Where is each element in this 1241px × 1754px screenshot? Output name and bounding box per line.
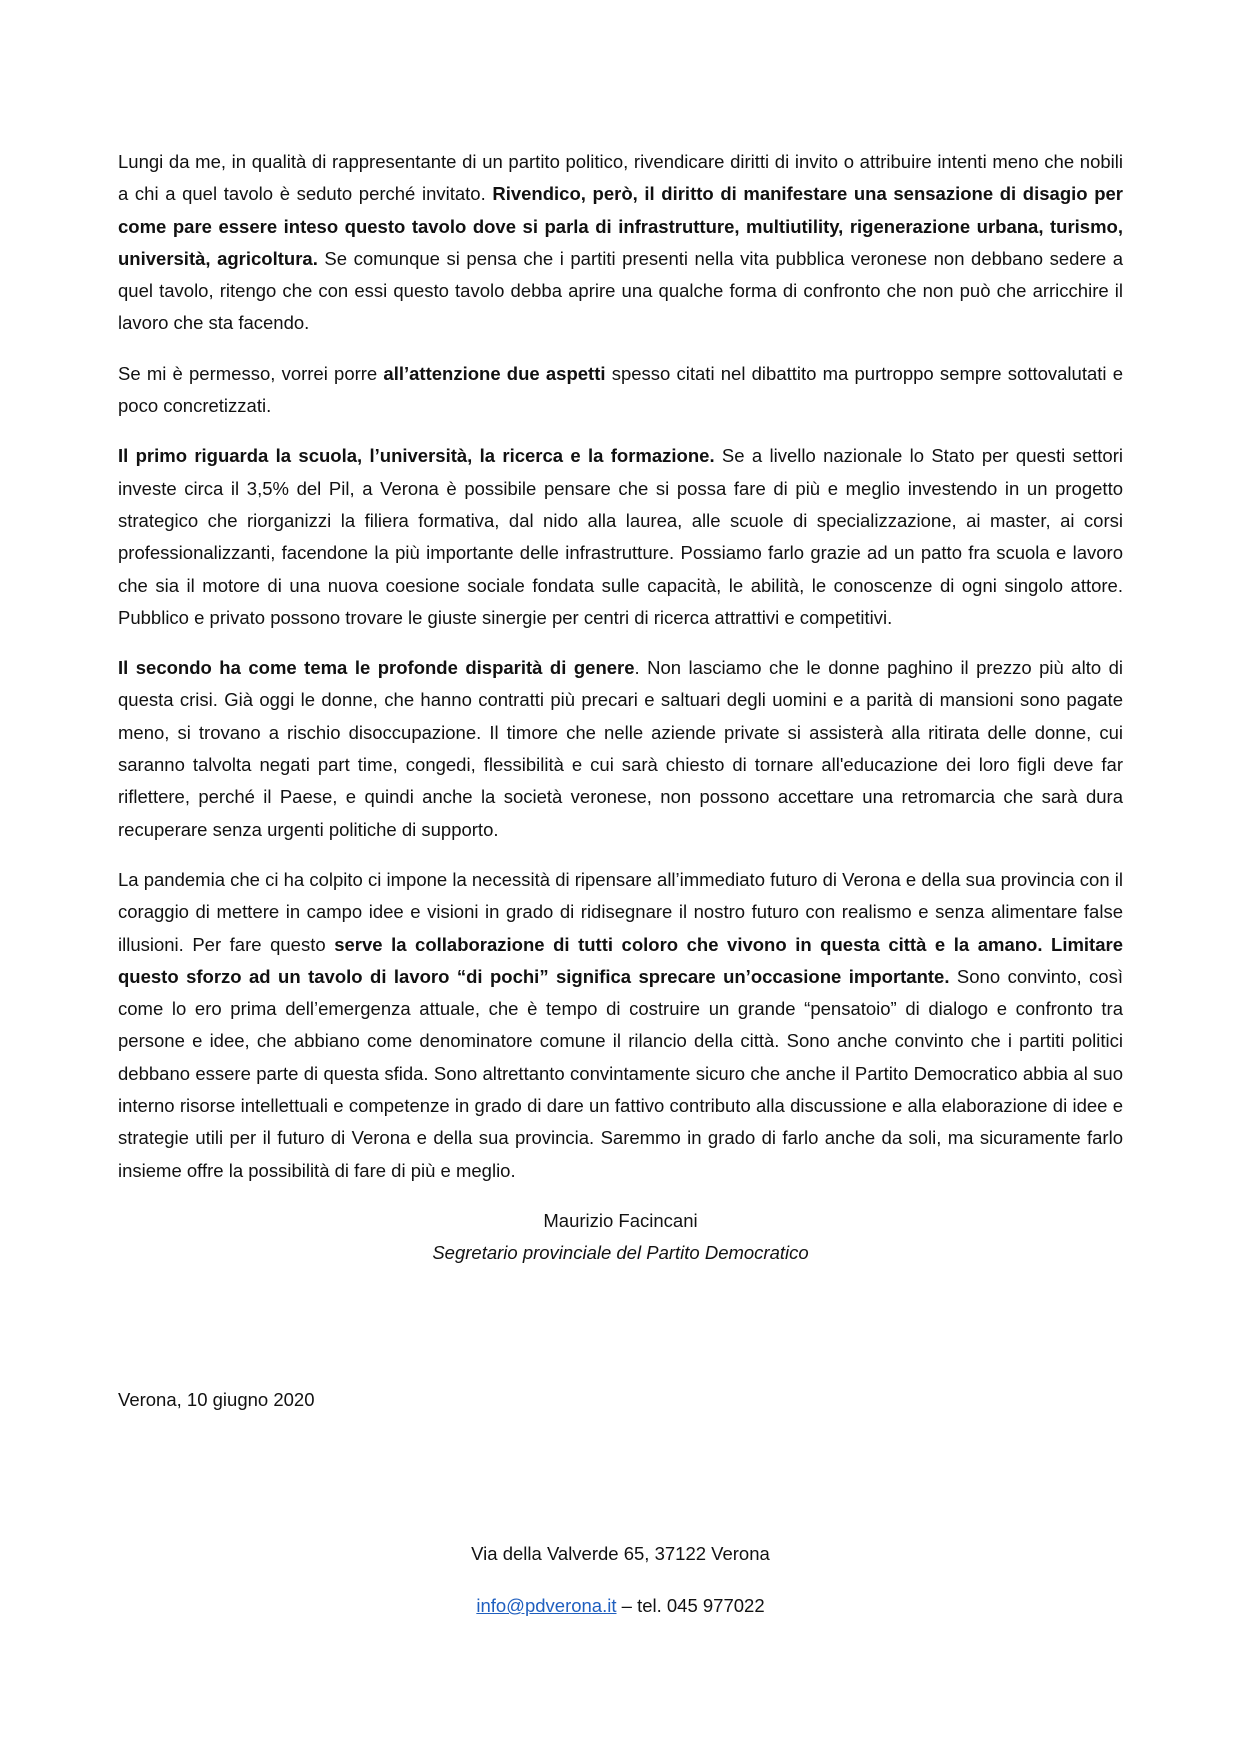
paragraph-2-run-2: all’attenzione due aspetti: [383, 362, 606, 384]
paragraph-5-run-1: La pandemia che ci ha colpito ci impone la necessità di ripensare all’immediato futuro di Verona e della sua provincia con il coraggio di mettere in campo idee e visioni in grado di ridisegnare il nostro futuro con realismo e senza alimentare false illusioni. Per fare questo: [118, 868, 1123, 955]
paragraph-1-run-2: Rivendico, però, il diritto di manifestare una sensazione di disagio per come pare essere inteso questo tavolo dove si parla di infrastrutture, multiutility, rigenerazione urbana, turismo, università, agricoltura.: [118, 183, 1123, 269]
footer-address: Via della Valverde 65, 37122 Verona: [471, 1543, 770, 1564]
paragraph-1-run-1: Lungi da me, in qualità di rappresentante di un partito politico, rivendicare diritti di invito o attribuire intenti meno che nobili a chi a quel tavolo è seduto perché invitato.: [118, 151, 1123, 205]
paragraph-2-run-1: Se mi è permesso, vorrei porre: [118, 362, 384, 384]
paragraph-3-run-2: Se a livello nazionale lo Stato per questi settori investe circa il 3,5% del Pil, a Verona è possibile pensare che si possa fare di più e meglio investendo in un progetto strategico che riorganizzi la filiera formativa, dal nido alla laurea, alle scuole di specializzazione, ai master, ai corsi professionalizzanti, facendone la più importante delle infrastrutture. Possiamo farlo grazie ad un patto fra scuola e lavoro che sia il motore di una nuova coesione sociale fondata sulle capacità, le abilità, le conoscenze di ogni singolo attore. Pubblico e privato possono trovare le giuste sinergie per centri di ricerca attrattivi e competitivi.: [118, 445, 1123, 628]
signature-name: Maurizio Facincani: [543, 1209, 698, 1231]
signature-block: [118, 1205, 1123, 1269]
paragraph-1: [118, 146, 1123, 340]
paragraph-3-run-1: Il primo riguarda la scuola, l’università, la ricerca e la formazione.: [118, 445, 715, 467]
signature-role: Segretario provinciale del Partito Democratico: [432, 1241, 809, 1263]
paragraph-4-run-1: Il secondo ha come tema le profonde disparità di genere: [118, 657, 635, 679]
footer-phone: – tel. 045 977022: [616, 1595, 765, 1616]
paragraph-5: [118, 864, 1123, 1187]
paragraph-2: [118, 358, 1123, 423]
paragraph-5-run-3: Sono convinto, così come lo ero prima dell’emergenza attuale, che è tempo di costruire un grande “pensatoio” di dialogo e confronto tra persone e idee, che abbiano come denominatore comune il rilancio della città. Sono anche convinto che i partiti politici debbano essere parte di questa sfida. Sono altrettanto convintamente sicuro che anche il Partito Democratico abbia al suo interno risorse intellettuali e competenze in grado di dare un fattivo contributo alla discussione e alla elaborazione di idee e strategie utili per il futuro di Verona e della sua provincia. Saremmo in grado di farlo anche da soli, ma sicuramente farlo insieme offre la possibilità di fare di più e meglio.: [118, 965, 1123, 1181]
email-link[interactable]: info@pdverona.it: [476, 1595, 617, 1616]
paragraph-5-run-2: serve la collaborazione di tutti coloro che vivono in questa città e la amano. Limitare questo sforzo ad un tavolo di lavoro “di pochi” significa sprecare un’occasione importante.: [118, 933, 1123, 987]
letter-body: [118, 146, 1123, 1269]
paragraph-4: [118, 652, 1123, 846]
paragraph-1-run-3: Se comunque si pensa che i partiti presenti nella vita pubblica veronese non debbano sedere a quel tavolo, ritengo che con essi questo tavolo debba aprire una qualche forma di confronto che non può che arricchire il lavoro che sta facendo.: [118, 247, 1123, 334]
paragraph-4-run-2: . Non lasciamo che le donne paghino il prezzo più alto di questa crisi. Già oggi le donne, che hanno contratti più precari e saltuari degli uomini e a parità di mansioni sono pagate meno, si trovano a rischio disoccupazione. Il timore che nelle aziende private si assisterà alla ritirata delle donne, cui saranno talvolta negati part time, congedi, flessibilità e cui sarà chiesto di tornare all'educazione dei loro figli deve far riflettere, perché il Paese, e quindi anche la società veronese, non possono accettare una retromarcia che sarà dura recuperare senza urgenti politiche di supporto.: [118, 657, 1123, 840]
letter-date: Verona, 10 giugno 2020: [118, 1389, 315, 1410]
paragraph-2-run-3: spesso citati nel dibattito ma purtroppo sempre sottovalutati e poco concretizzati.: [118, 362, 1123, 417]
footer-contact: [0, 1592, 1241, 1620]
paragraph-3: [118, 440, 1123, 634]
